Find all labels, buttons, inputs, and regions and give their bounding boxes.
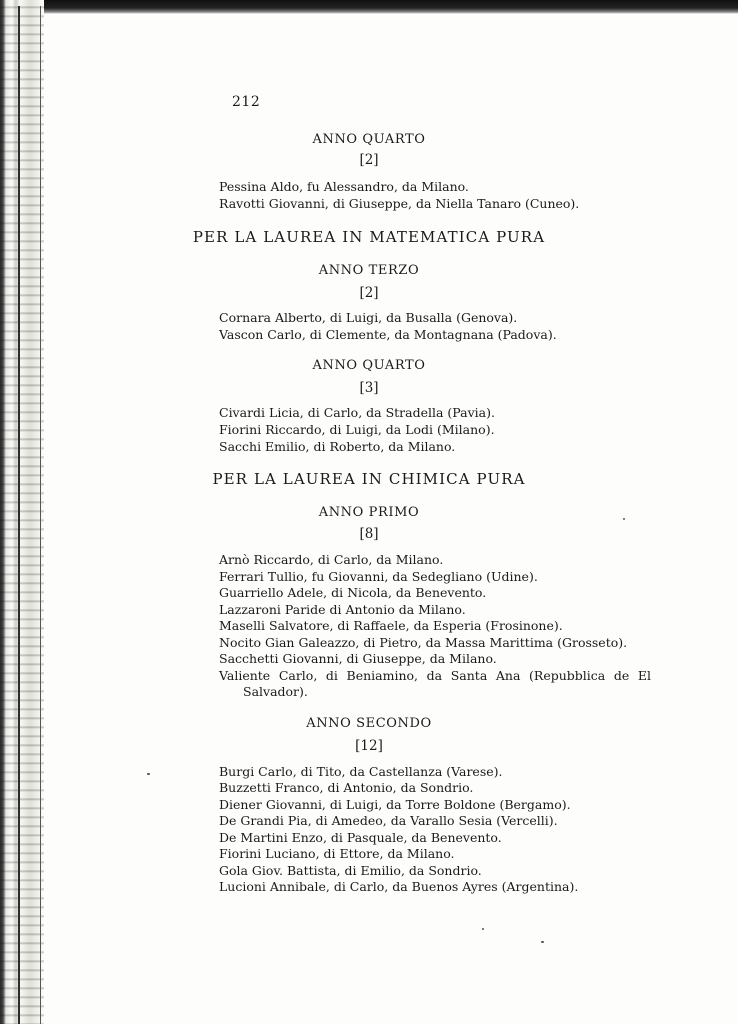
student-entry: Sacchi Emilio, di Roberto, da Milano. bbox=[219, 439, 456, 454]
student-entry: Nocito Gian Galeazzo, di Pietro, da Massa Marittima (Grosseto). bbox=[219, 635, 628, 650]
student-entry: Diener Giovanni, di Luigi, da Torre Boldone (Bergamo). bbox=[219, 797, 571, 812]
section-year-heading: ANNO TERZO bbox=[318, 263, 420, 278]
page-number: 212 bbox=[232, 94, 261, 110]
student-entry: Pessina Aldo, fu Alessandro, da Milano. bbox=[219, 179, 469, 194]
student-count: [3] bbox=[359, 380, 379, 396]
student-entry: Ravotti Giovanni, di Giuseppe, da Niella Tanaro (Cuneo). bbox=[219, 196, 580, 211]
degree-heading-chimica: PER LA LAUREA IN CHIMICA PURA bbox=[212, 470, 526, 488]
student-entry: Lazzaroni Paride di Antonio da Milano. bbox=[219, 602, 466, 617]
degree-heading-matematica: PER LA LAUREA IN MATEMATICA PURA bbox=[192, 228, 546, 246]
page-top-shadow bbox=[0, 0, 738, 14]
student-count: [2] bbox=[359, 152, 379, 168]
scan-speck bbox=[147, 773, 150, 775]
student-entry: Maselli Salvatore, di Raffaele, da Esperia (Frosinone). bbox=[219, 618, 563, 633]
section-year-heading: ANNO SECONDO bbox=[306, 716, 432, 731]
student-entry: Sacchetti Giovanni, di Giuseppe, da Milano. bbox=[219, 651, 497, 666]
student-entry: Valiente Carlo, di Beniamino, da Santa Ana (Repubblica de El bbox=[219, 668, 651, 683]
student-count: [2] bbox=[359, 285, 379, 301]
section-year-heading: ANNO QUARTO bbox=[312, 132, 426, 147]
section-year-heading: ANNO QUARTO bbox=[312, 358, 426, 373]
student-entry-continuation: Salvador). bbox=[243, 684, 308, 699]
scan-speck bbox=[482, 928, 484, 930]
student-entry: Fiorini Riccardo, di Luigi, da Lodi (Milano). bbox=[219, 422, 495, 437]
scan-speck bbox=[541, 941, 544, 943]
student-count: [8] bbox=[359, 526, 379, 542]
student-entry: De Martini Enzo, di Pasquale, da Benevento. bbox=[219, 830, 502, 845]
student-entry: Burgi Carlo, di Tito, da Castellanza (Varese). bbox=[219, 764, 503, 779]
section-year-heading: ANNO PRIMO bbox=[318, 505, 420, 520]
student-entry: Fiorini Luciano, di Ettore, da Milano. bbox=[219, 846, 455, 861]
student-entry: Civardi Licia, di Carlo, da Stradella (Pavia). bbox=[219, 405, 495, 420]
student-entry: Ferrari Tullio, fu Giovanni, da Sedegliano (Udine). bbox=[219, 569, 538, 584]
student-entry: Gola Giov. Battista, di Emilio, da Sondrio. bbox=[219, 863, 482, 878]
student-entry: Lucioni Annibale, di Carlo, da Buenos Ayres (Argentina). bbox=[219, 879, 579, 894]
student-entry: Vascon Carlo, di Clemente, da Montagnana (Padova). bbox=[219, 327, 557, 342]
student-count: [12] bbox=[355, 738, 383, 754]
student-entry: De Grandi Pia, di Amedeo, da Varallo Sesia (Vercelli). bbox=[219, 813, 558, 828]
scan-speck bbox=[623, 518, 625, 520]
student-entry: Arnò Riccardo, di Carlo, da Milano. bbox=[219, 552, 444, 567]
student-entry: Cornara Alberto, di Luigi, da Busalla (Genova). bbox=[219, 310, 518, 325]
student-entry: Buzzetti Franco, di Antonio, da Sondrio. bbox=[219, 780, 474, 795]
student-entry: Guarriello Adele, di Nicola, da Benevento. bbox=[219, 585, 487, 600]
